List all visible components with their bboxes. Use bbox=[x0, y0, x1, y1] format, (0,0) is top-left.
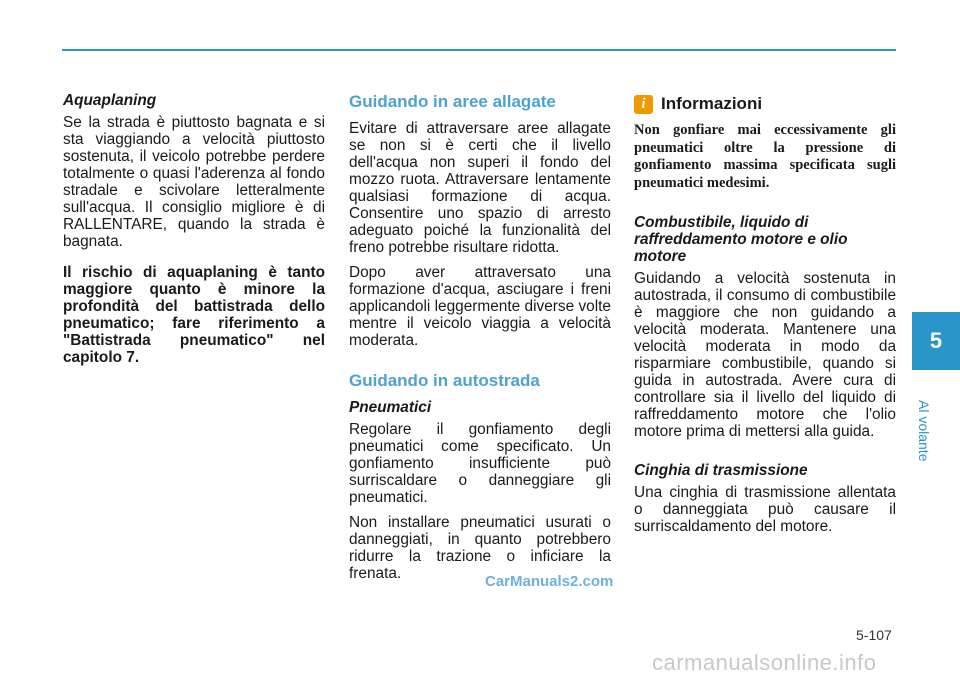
paragraph: Guidando a velocità sostenuta in autostrada, il consumo di combustibile è maggiore che non guidando a velocità moderata. Mantenere una velocità moderata in modo da risparmiare combustibile, quando si guida in autostrada. Avere cura di controllare sia il livello del liquido di raffreddamento motore che l'olio motore prima di mettersi alla guida. bbox=[634, 270, 896, 440]
paragraph: Non installare pneumatici usurati o danneggiati, in quanto potrebbero ridurre la trazione o inficiare la frenata. bbox=[349, 514, 611, 582]
paragraph: Evitare di attraversare aree allagate se non si è certi che il livello dell'acqua non superi il fondo del mozzo ruota. Attraversare lentamente qualsiasi formazione di acqua. Consentire uno spazio di arresto adeguato poiché la funzionalità del freno potrebbe risultare ridotta. bbox=[349, 120, 611, 256]
paragraph: Dopo aver attraversato una formazione d'acqua, asciugare i freni applicandoli leggermente diverse volte mentre il veicolo viaggia a velocità moderata. bbox=[349, 264, 611, 349]
heading-cinghia: Cinghia di trasmissione bbox=[634, 462, 808, 479]
paragraph: Se la strada è piuttosto bagnata e si sta viaggiando a velocità piuttosto sostenuta, il veicolo potrebbe perdere totalmente o quasi l'aderenza al fondo stradale e scivolare letteralmente sull'acqua. Il consiglio migliore è di RALLENTARE, quando la strada è bagnata. bbox=[63, 114, 325, 250]
watermark: CarManuals2.com bbox=[485, 573, 614, 590]
paragraph: Una cinghia di trasmissione allentata o danneggiata può causare il surriscaldamento del motore. bbox=[634, 484, 896, 535]
chapter-side-label: Al volante bbox=[916, 400, 932, 462]
page-number: 5-107 bbox=[856, 627, 892, 643]
info-header bbox=[634, 94, 896, 114]
info-title: Informazioni bbox=[661, 94, 763, 113]
heading-combustibile: Combustibile, liquido di raffreddamento motore e olio motore bbox=[634, 214, 848, 265]
column-right bbox=[634, 92, 896, 543]
footer-watermark: carmanualsonline.info bbox=[652, 650, 877, 675]
subheading-pneumatici: Pneumatici bbox=[349, 399, 432, 416]
chapter-tab: 5 bbox=[912, 312, 960, 370]
heading-aree-allagate: Guidando in aree allagate bbox=[349, 92, 556, 111]
paragraph-bold: Il rischio di aquaplaning è tanto maggiore quanto è minore la profondità del battistrada dello pneumatico; fare riferimento a "Battistrada pneumatico" nel capitolo 7. bbox=[63, 264, 325, 366]
paragraph: Regolare il gonfiamento degli pneumatici come specificato. Un gonfiamento insufficiente può surriscaldare o danneggiare gli pneumatici. bbox=[349, 421, 611, 506]
heading-autostrada: Guidando in autostrada bbox=[349, 371, 540, 390]
column-left bbox=[63, 92, 325, 374]
heading-aquaplaning: Aquaplaning bbox=[63, 92, 157, 109]
column-middle bbox=[349, 92, 614, 590]
info-icon: i bbox=[634, 95, 653, 114]
header-rule bbox=[62, 49, 896, 51]
info-text: Non gonfiare mai eccessivamente gli pneumatici oltre la pressione di gonfiamento massima specificata sugli pneumatici medesimi. bbox=[634, 122, 896, 191]
